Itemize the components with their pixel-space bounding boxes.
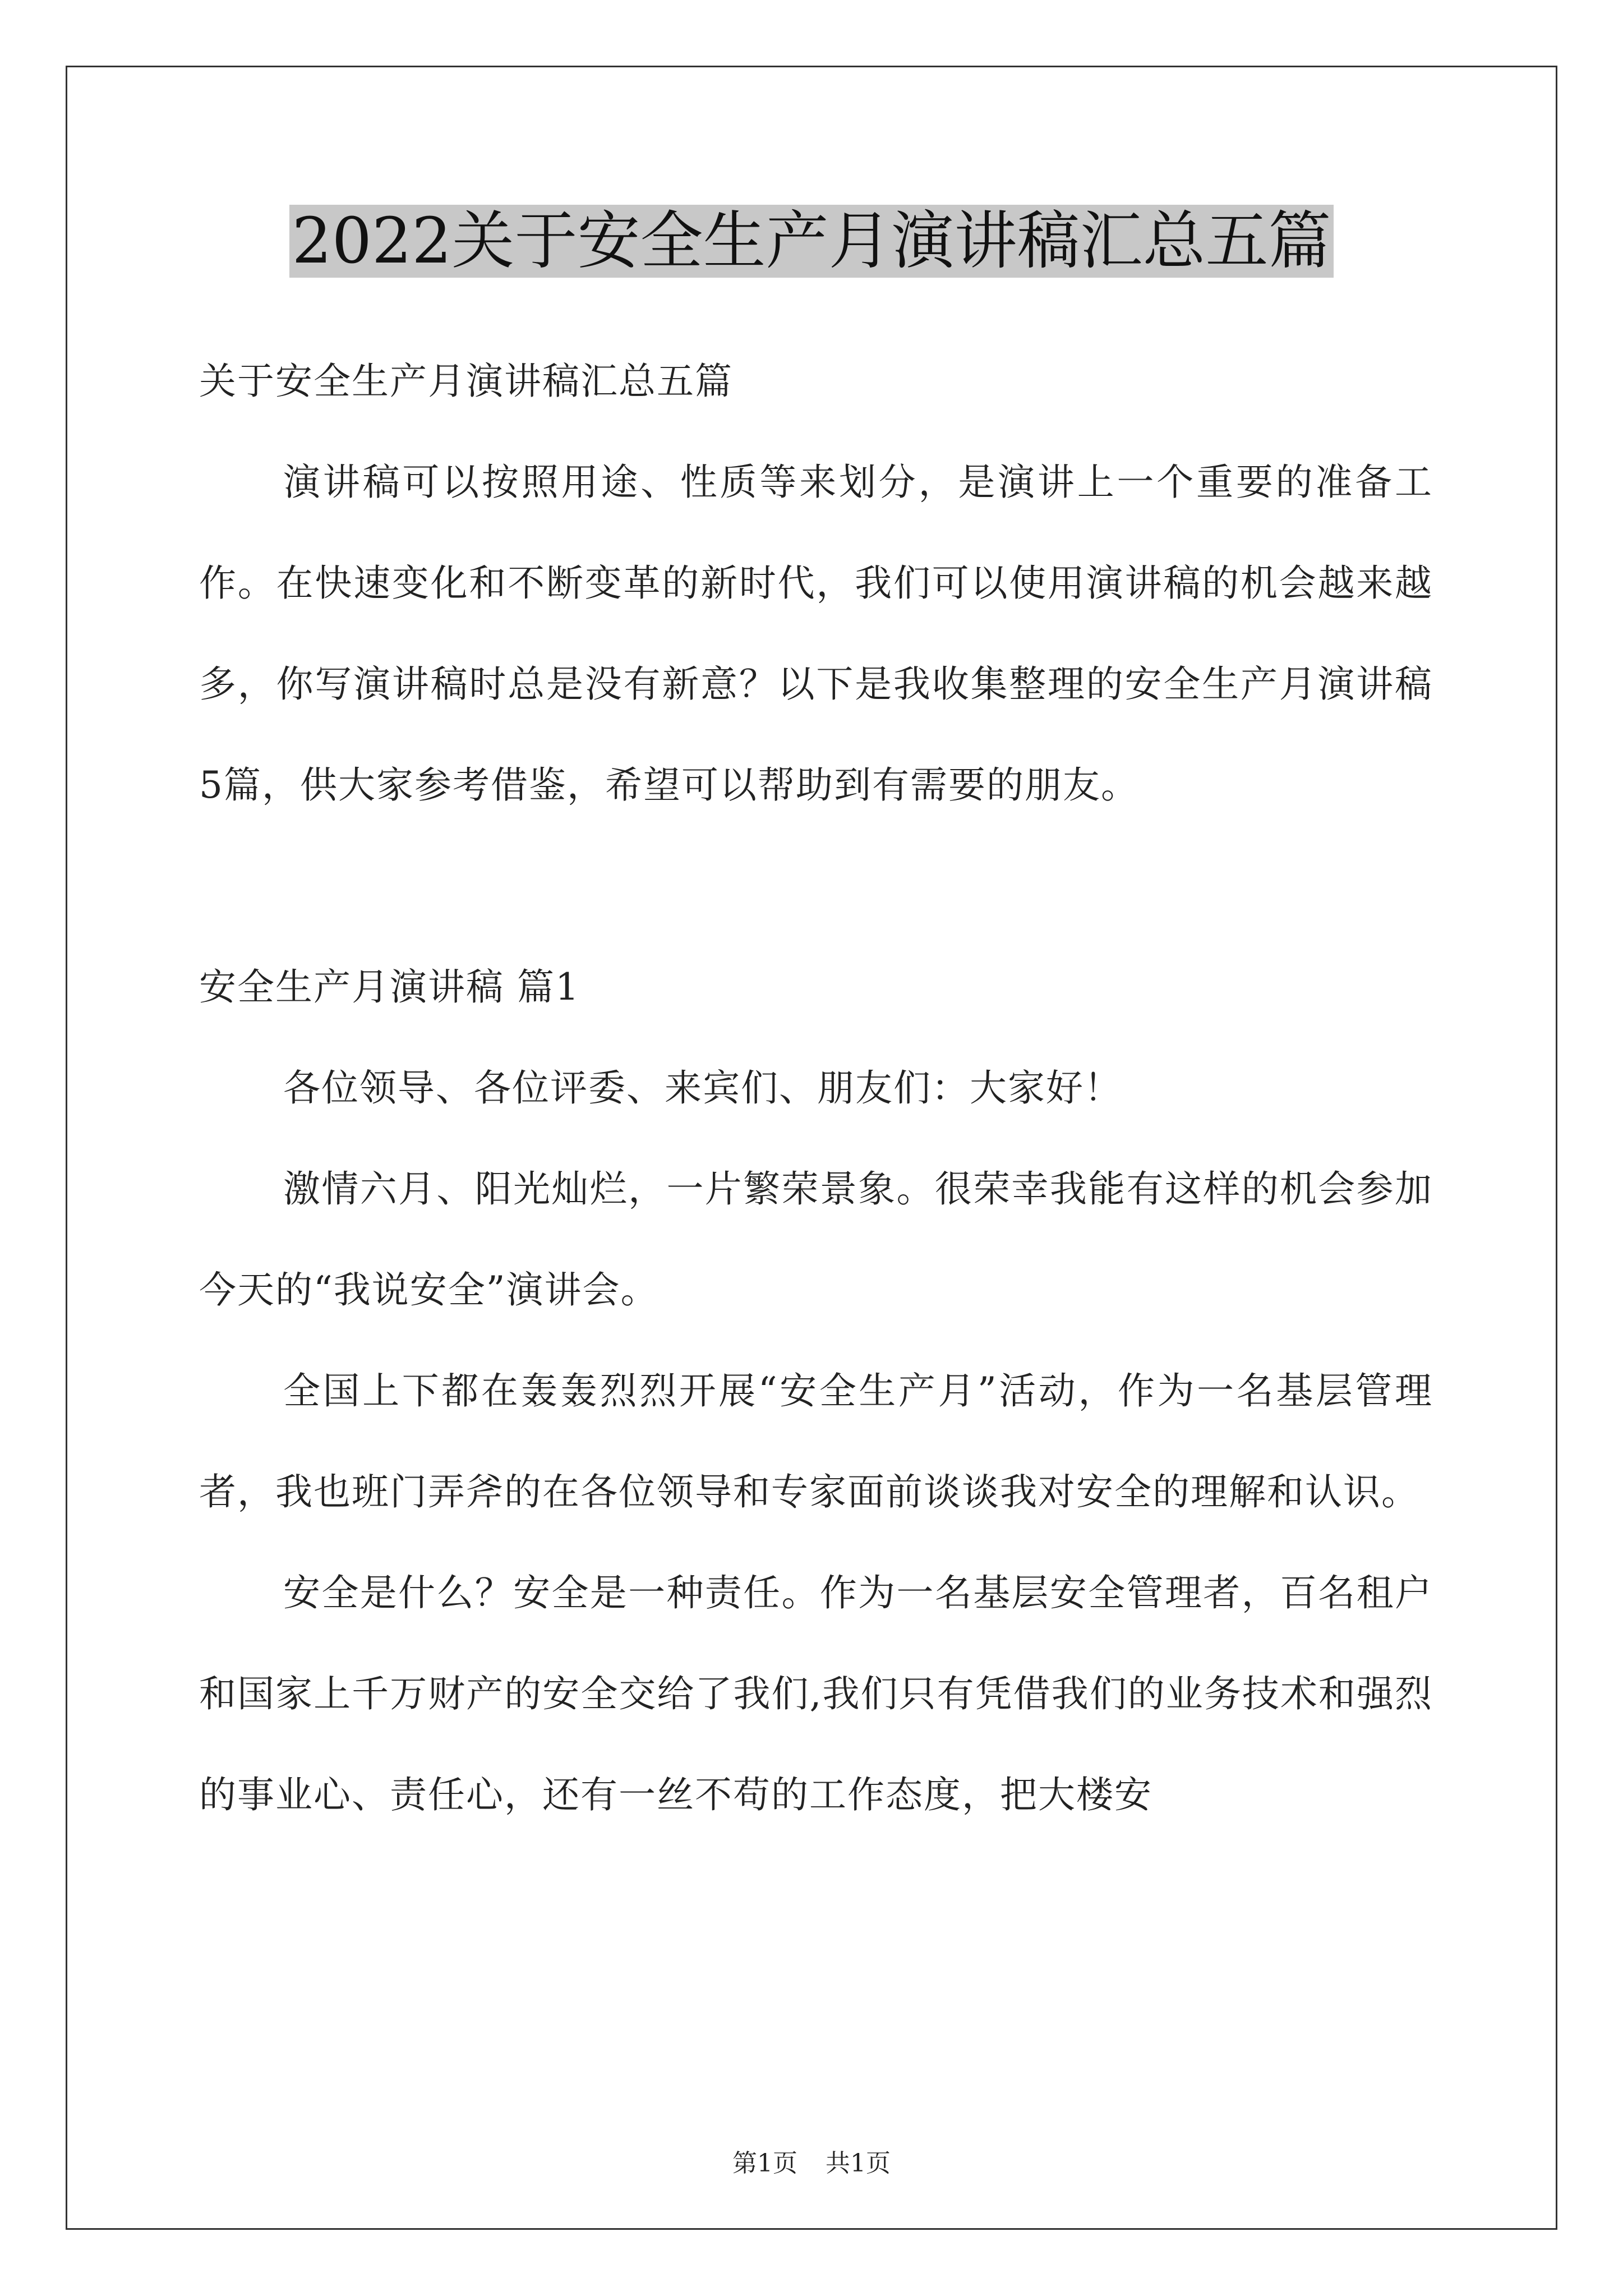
page-footer	[0, 2143, 1623, 2179]
document-title: 2022关于安全生产月演讲稿汇总五篇	[289, 205, 1333, 278]
page-total: 共1页	[826, 2149, 891, 2178]
body-paragraph: 安全是什么？安全是一种责任。作为一名基层安全管理者，百名租户和国家上千万财产的安全交给了我们,我们只有凭借我们的业务技术和强烈的事业心、责任心，还有一丝不苟的工作态度，把大楼安	[199, 1571, 1433, 1816]
subtitle: 关于安全生产月演讲稿汇总五篇	[199, 360, 733, 403]
body-paragraph: 各位领导、各位评委、来宾们、朋友们：大家好！	[283, 1066, 1122, 1110]
section-heading: 安全生产月演讲稿 篇1	[199, 965, 580, 1009]
title-wrap	[0, 205, 1623, 278]
intro-paragraph: 演讲稿可以按照用途、性质等来划分，是演讲上一个重要的准备工作。在快速变化和不断变革的新时代，我们可以使用演讲稿的机会越来越多，你写演讲稿时总是没有新意？以下是我收集整理的安全生产月演讲稿5篇，供大家参考借鉴，希望可以帮助到有需要的朋友。	[199, 461, 1433, 807]
body-paragraph: 激情六月、阳光灿烂，一片繁荣景象。很荣幸我能有这样的机会参加今天的“我说安全”演讲会。	[199, 1167, 1433, 1312]
document-body	[199, 331, 1433, 1846]
body-paragraph: 全国上下都在轰轰烈烈开展“安全生产月”活动，作为一名基层管理者，我也班门弄斧的在各位领导和专家面前谈谈我对安全的理解和认识。	[199, 1369, 1433, 1513]
page-number: 第1页	[732, 2149, 797, 2178]
